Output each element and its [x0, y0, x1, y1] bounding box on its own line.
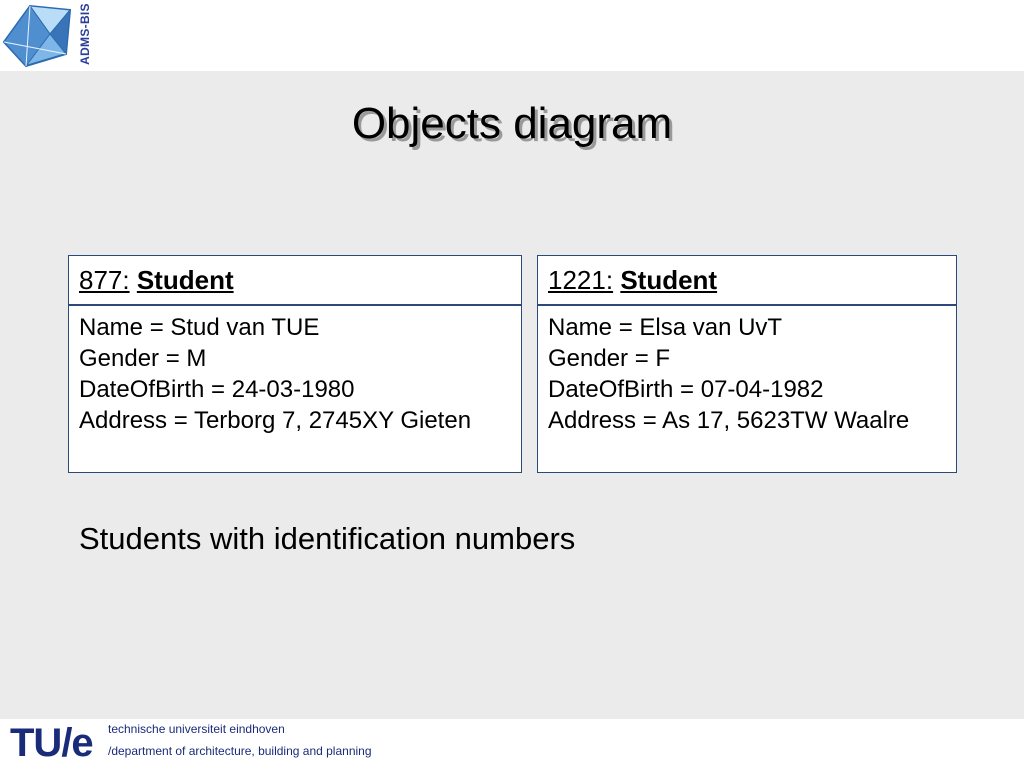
attribute: Address = As 17, 5623TW Waalre	[548, 407, 910, 434]
attribute: DateOfBirth = 07-04-1982	[548, 376, 824, 403]
footer	[0, 719, 1024, 768]
object-attributes	[69, 306, 521, 442]
object-box-1221	[537, 255, 957, 473]
logo-text: ADMS-BIS	[78, 3, 92, 65]
object-attributes	[538, 306, 956, 442]
object-id: 1221:	[548, 265, 614, 295]
slide	[0, 71, 1024, 719]
object-class: Student	[136, 265, 234, 295]
caption: Students with identification numbers	[79, 521, 576, 556]
tue-logo: TU/e	[10, 721, 93, 765]
admsbis-logo-icon	[0, 0, 82, 70]
object-class: Student	[620, 265, 718, 295]
object-header	[69, 256, 521, 306]
department-name: /department of architecture, building and planning	[108, 744, 372, 758]
attribute: DateOfBirth = 24-03-1980	[79, 376, 355, 403]
attribute: Gender = M	[79, 345, 207, 372]
slide-title: Objects diagram	[351, 99, 673, 148]
object-box-877	[68, 255, 522, 473]
attribute: Address = Terborg 7, 2745XY Gieten	[79, 407, 472, 434]
object-id: 877:	[79, 265, 130, 295]
attribute: Gender = F	[548, 345, 671, 372]
university-name: technische universiteit eindhoven	[108, 722, 285, 736]
attribute: Name = Elsa van UvT	[548, 314, 783, 341]
attribute: Name = Stud van TUE	[79, 314, 320, 341]
object-header	[538, 256, 956, 306]
top-bar	[0, 0, 1024, 71]
